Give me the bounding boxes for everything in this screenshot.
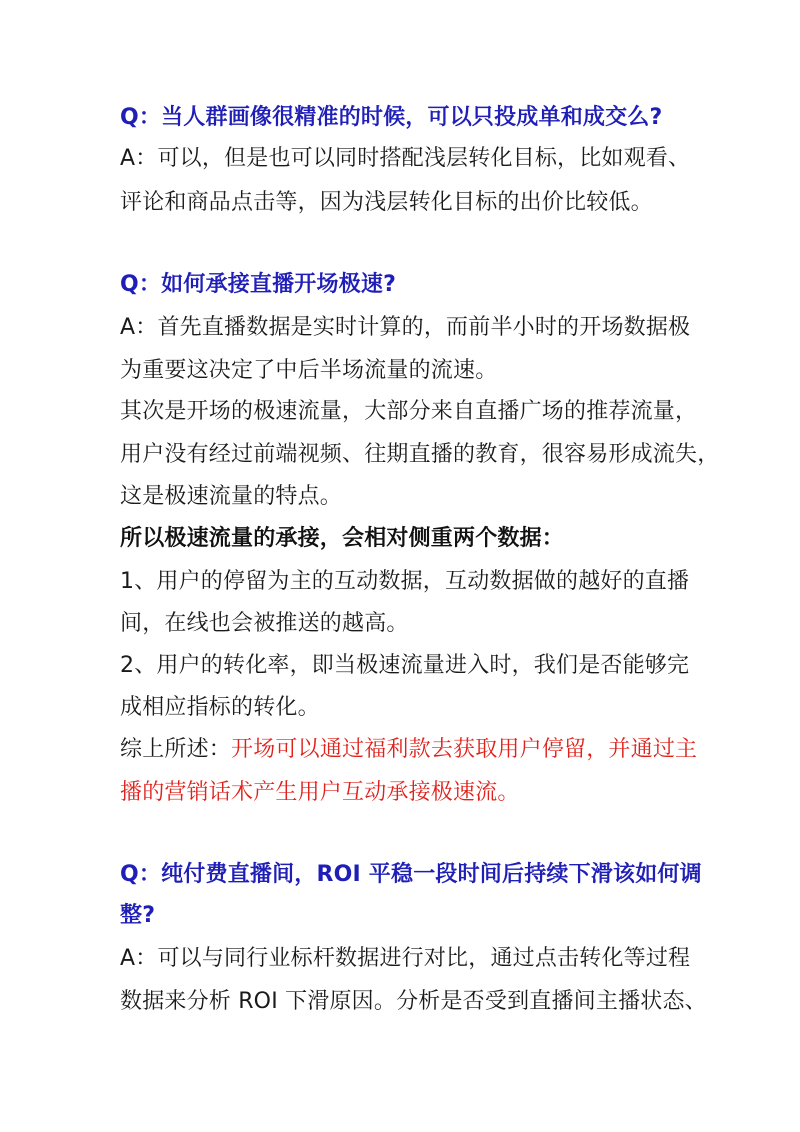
summary-prefix: 综上所述： xyxy=(120,737,232,762)
question-2: Q：如何承接直播开场极速? xyxy=(120,272,397,297)
answer-1-line-2: 评论和商品点击等，因为浅层转化目标的出价比较低。 xyxy=(120,190,653,215)
answer-3-line-1: A：可以与同行业标杆数据进行对比，通过点击转化等过程 xyxy=(120,946,691,971)
answer-2-bold-line: 所以极速流量的承接，会相对侧重两个数据： xyxy=(120,526,565,551)
question-3-line-2: 整? xyxy=(120,903,156,928)
answer-2-line-2: 为重要这决定了中后半场流量的流速。 xyxy=(120,358,498,383)
answer-2-item-2-line-2: 成相应指标的转化。 xyxy=(120,695,320,720)
answer-2-line-1: A：首先直播数据是实时计算的，而前半小时的开场数据极 xyxy=(120,315,691,340)
answer-2-item-2-line-1: 2、用户的转化率，即当极速流量进入时，我们是否能够完 xyxy=(120,653,690,678)
answer-2-item-1-line-1: 1、用户的停留为主的互动数据，互动数据做的越好的直播 xyxy=(120,569,690,594)
answer-1-line-1: A：可以，但是也可以同时搭配浅层转化目标，比如观看、 xyxy=(120,146,691,171)
question-1: Q：当人群画像很精准的时候，可以只投成单和成交么? xyxy=(120,105,663,130)
answer-2-para2-line-2: 用户没有经过前端视频、往期直播的教育，很容易形成流失， xyxy=(120,442,720,467)
summary-line-1 xyxy=(120,735,700,765)
summary-highlight-2: 播的营销话术产生用户互动承接极速流。 xyxy=(120,780,520,805)
summary-highlight-1: 开场可以通过福利款去获取用户停留，并通过主 xyxy=(231,737,698,762)
answer-3-line-2: 数据来分析 ROI 下滑原因。分析是否受到直播间主播状态、 xyxy=(120,989,707,1014)
answer-2-item-1-line-2: 间，在线也会被推送的越高。 xyxy=(120,611,409,636)
answer-2-para2-line-1: 其次是开场的极速流量，大部分来自直播广场的推荐流量， xyxy=(120,399,698,424)
question-3-line-1: Q：纯付费直播间，ROI 平稳一段时间后持续下滑该如何调 xyxy=(120,862,702,887)
answer-2-para2-line-3: 这是极速流量的特点。 xyxy=(120,484,343,509)
